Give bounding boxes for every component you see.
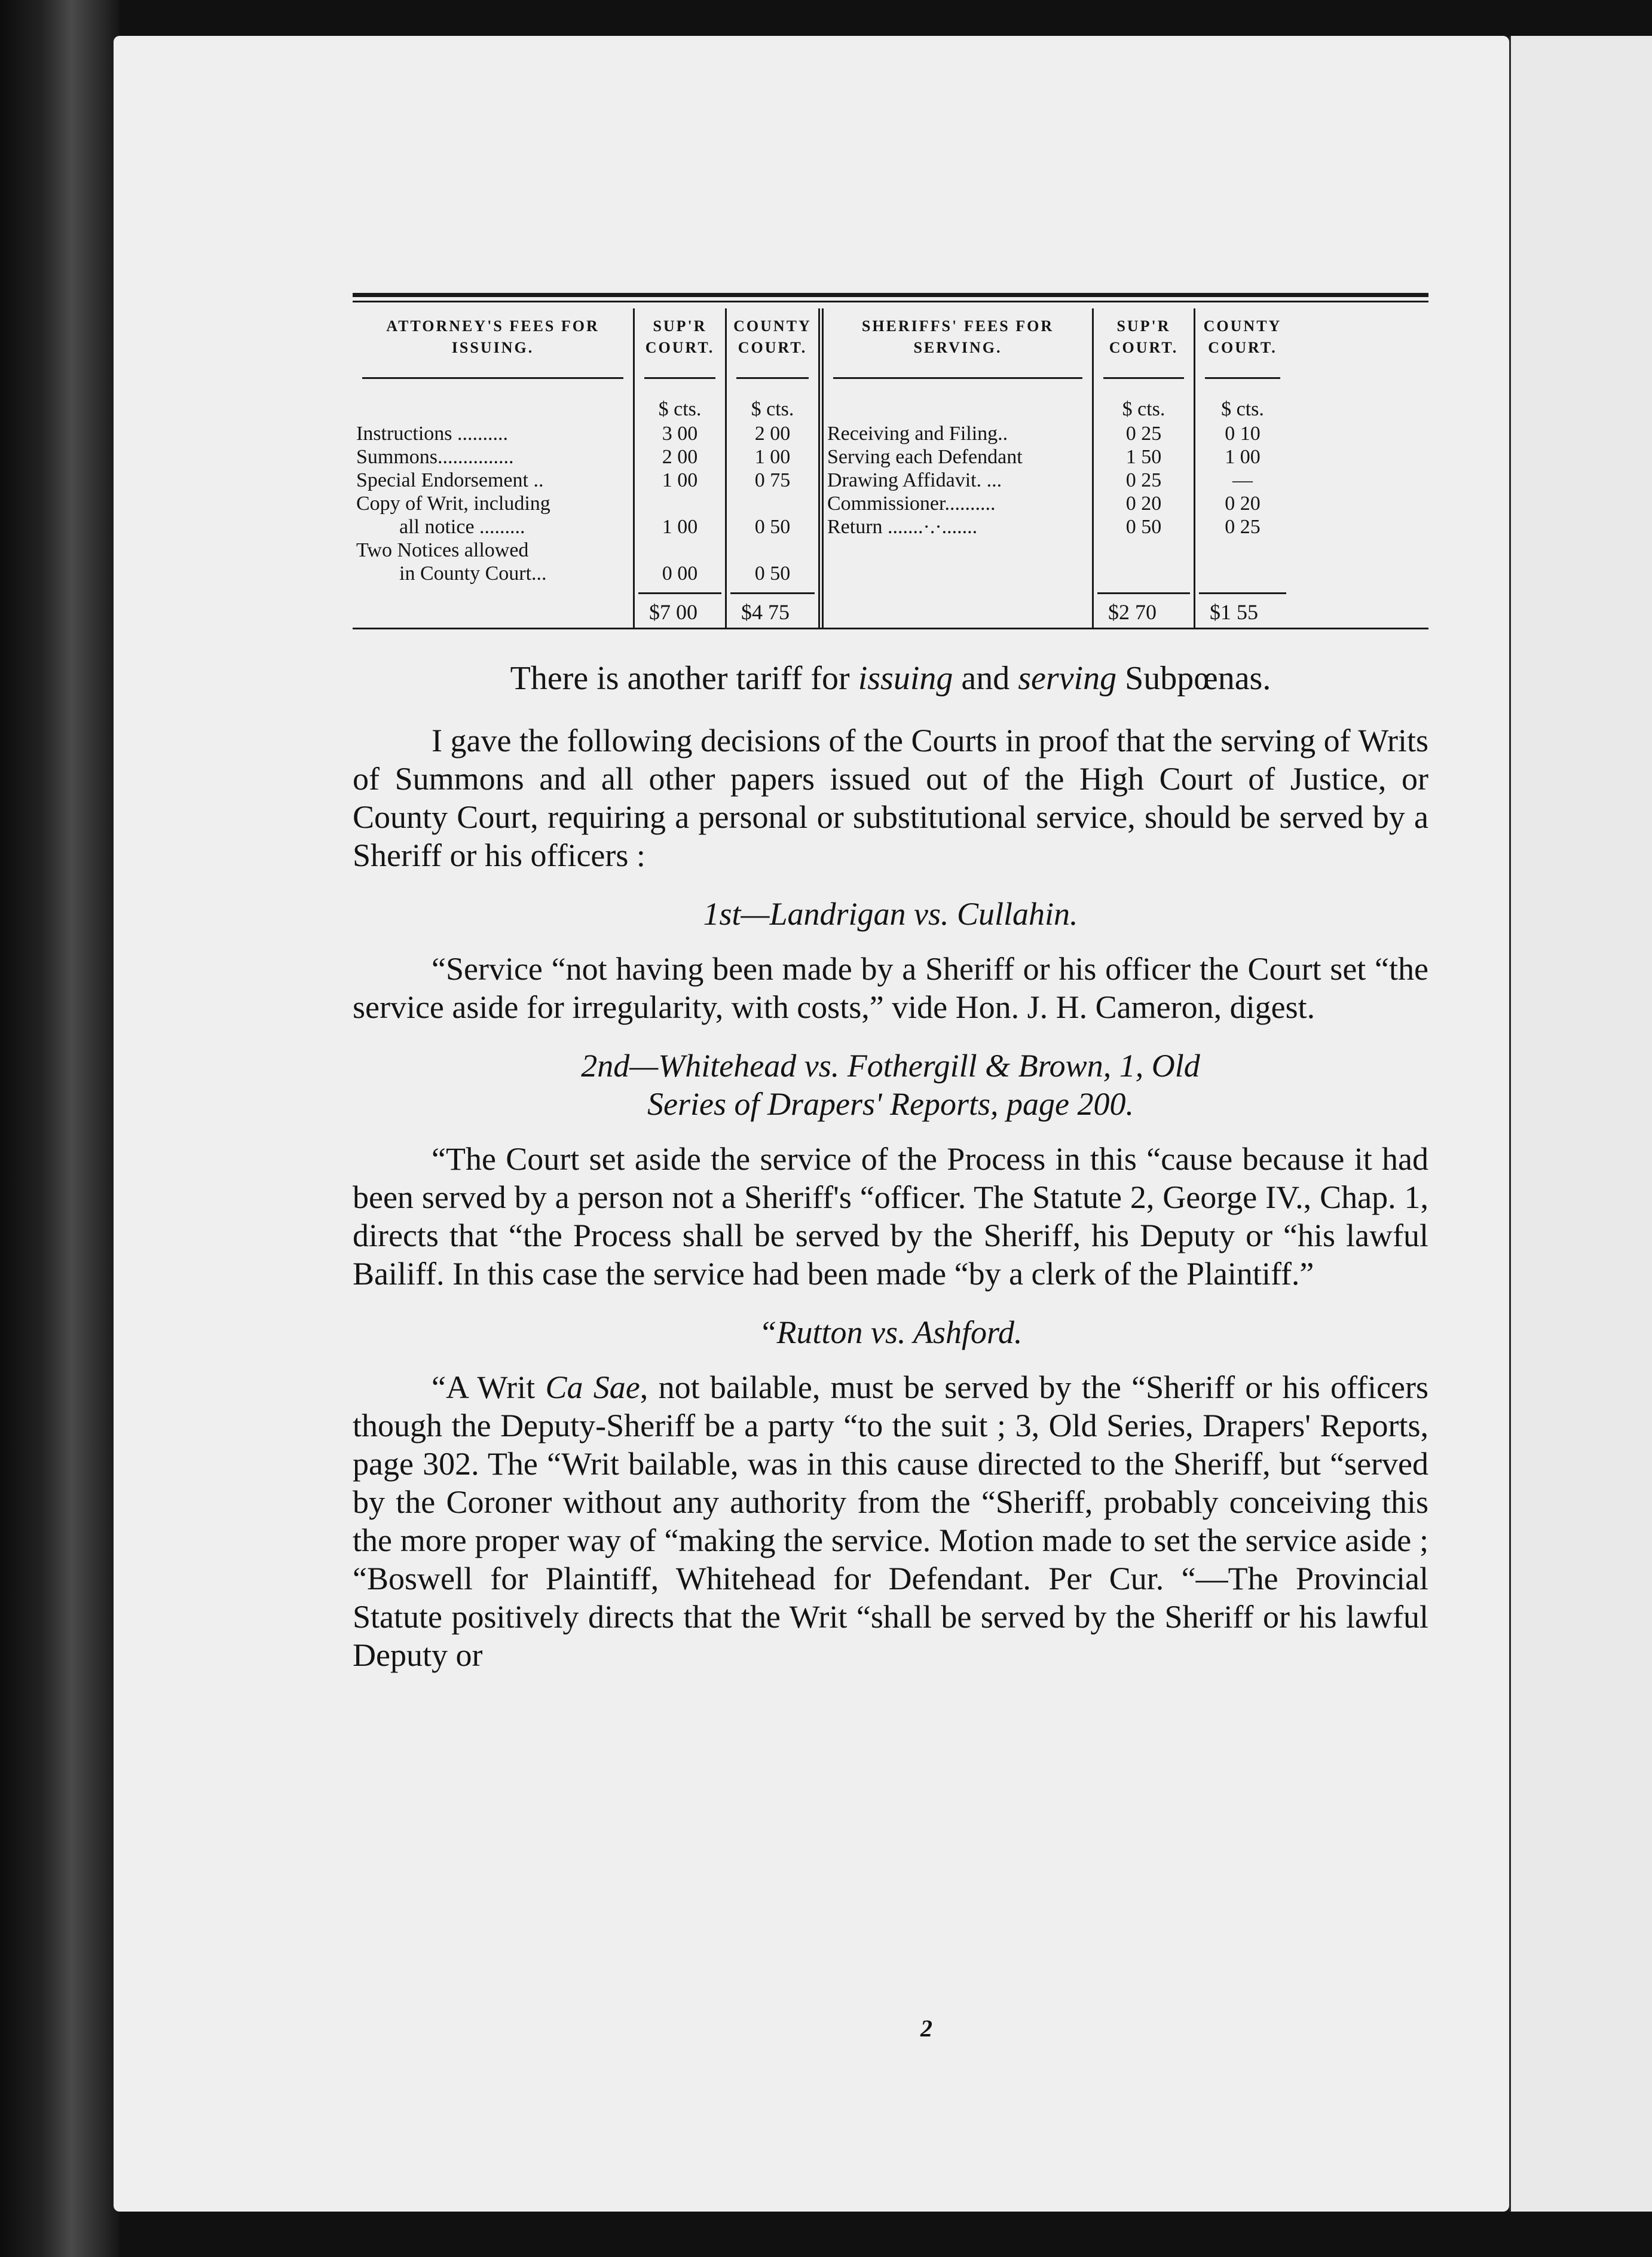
page-content [353, 293, 1428, 1674]
unit-label: $ cts. [1221, 398, 1264, 420]
amount: 0 75 [754, 469, 791, 491]
amount: 0 50 [1125, 516, 1162, 538]
table-row: Commissioner.......... [827, 493, 996, 515]
amount: 0 25 [1225, 516, 1261, 538]
amount: 0 10 [1225, 423, 1261, 445]
attorney-supr-total: $7 00 [638, 592, 721, 628]
amount: 0 00 [662, 562, 698, 585]
amount: 1 00 [1225, 446, 1261, 468]
unit-label: $ cts. [751, 398, 794, 420]
county-court-header: COUNTY COURT. [1203, 317, 1282, 356]
amount: 1 00 [754, 446, 791, 468]
scan-edge [0, 0, 120, 2257]
attorney-county-total: $4 75 [730, 592, 815, 628]
amount: 0 25 [1125, 423, 1162, 445]
sheriff-fees-header: SHERIFFS' FEES FOR SERVING. [861, 317, 1054, 356]
amount [638, 539, 721, 562]
county-court-header: COUNTY COURT. [733, 317, 812, 356]
attorney-supr-column [635, 308, 727, 628]
facing-page-edge [1509, 36, 1652, 2212]
amount: 0 50 [754, 516, 791, 538]
attorney-county-column [727, 308, 824, 628]
amount [730, 492, 815, 515]
unit-label: $ cts. [1122, 398, 1165, 420]
sheriff-county-total: $1 55 [1199, 592, 1286, 628]
case2-heading: 2nd—Whitehead vs. Fothergill & Brown, 1, Old Series of Drapers' Reports, page 200. [581, 1048, 1200, 1122]
amount: 1 00 [662, 469, 698, 491]
document-page [114, 36, 1509, 2212]
attorney-items-column [353, 308, 635, 628]
amount: 0 20 [1225, 493, 1261, 515]
table-top-rule-thin [353, 301, 1428, 302]
table-row: in County Court... [399, 562, 547, 585]
amount: 0 20 [1125, 493, 1162, 515]
table-row: Copy of Writ, including [356, 493, 550, 515]
table-top-rule [353, 293, 1428, 297]
sheriff-items-column [824, 308, 1094, 628]
supr-court-header: SUP'R COURT. [1109, 317, 1179, 356]
sheriff-supr-column [1094, 308, 1195, 628]
case1-text: “Service “not having been made by a Sheriff or his officer the Court set “the service aside for irregularity, with costs,” vide Hon. J. H. Cameron, digest. [353, 951, 1428, 1025]
sheriff-county-column [1195, 308, 1290, 628]
table-bottom-rule [353, 628, 1428, 629]
table-row: Special Endorsement .. [356, 469, 544, 491]
amount: 3 00 [662, 423, 698, 445]
amount: — [1232, 469, 1253, 491]
table-row: Drawing Affidavit. ... [827, 469, 1002, 491]
fee-table [353, 308, 1428, 628]
amount: 0 50 [754, 562, 791, 585]
amount: 2 00 [662, 446, 698, 468]
page-number: 2 [920, 2015, 932, 2042]
case2-text: “The Court set aside the service of the Process in this “cause because it had been served by a person not a Sheriff's “officer. The Statute 2, George IV., Chap. 1, directs that “the Process shall be served by the Sheriff, his Deputy or “his lawful Bailiff. In this case the service had been made “by a clerk of the Plaintiff.” [353, 1141, 1428, 1292]
table-row: Instructions .......... [356, 423, 509, 445]
sheriff-supr-total: $2 70 [1097, 592, 1190, 628]
case3-text: “A Writ Ca Sae, not bailable, must be served by the “Sheriff or his officers though the Deputy-Sheriff be a party “to the suit ; 3, Old Series, Drapers' Reports, page 302. The “Writ bailable, was in this cause directed to the Sheriff, but “served by the Coroner without any authority from the “Sheriff, probably conceiving this the more proper way of “making the service. Motion made to set the service aside ; “Boswell for Plaintiff, Whitehead for Defendant. Per Cur. “—The Provincial Statute positively directs that the Writ “shall be served by the Sheriff or his lawful Deputy or [353, 1369, 1428, 1673]
tariff-paragraph: There is another tariff for issuing and serving Subpœnas. [510, 660, 1271, 697]
table-row: Receiving and Filing.. [827, 423, 1008, 445]
table-row: Summons............... [356, 446, 514, 468]
case1-heading: 1st—Landrigan vs. Cullahin. [703, 896, 1078, 932]
amount: 2 00 [754, 423, 791, 445]
table-row: all notice ......... [399, 516, 525, 538]
attorney-fees-header: ATTORNEY'S FEES FOR ISSUING. [386, 317, 599, 356]
decisions-paragraph: I gave the following decisions of the Courts in proof that the serving of Writs of Summons and all other papers issued out of the High Court of Justice, or County Court, requiring a personal or substitutional service, should be served by a Sheriff or his officers : [353, 723, 1428, 873]
amount [730, 539, 815, 562]
amount: 0 25 [1125, 469, 1162, 491]
table-row: Serving each Defendant [827, 446, 1023, 468]
amount: 1 00 [662, 516, 698, 538]
table-row: Return .......·.·....... [827, 516, 978, 538]
table-row: Two Notices allowed [356, 539, 529, 561]
supr-court-header: SUP'R COURT. [645, 317, 715, 356]
amount: 1 50 [1125, 446, 1162, 468]
amount [638, 492, 721, 515]
unit-label: $ cts. [658, 398, 702, 420]
case3-heading: “Rutton vs. Ashford. [758, 1314, 1023, 1350]
